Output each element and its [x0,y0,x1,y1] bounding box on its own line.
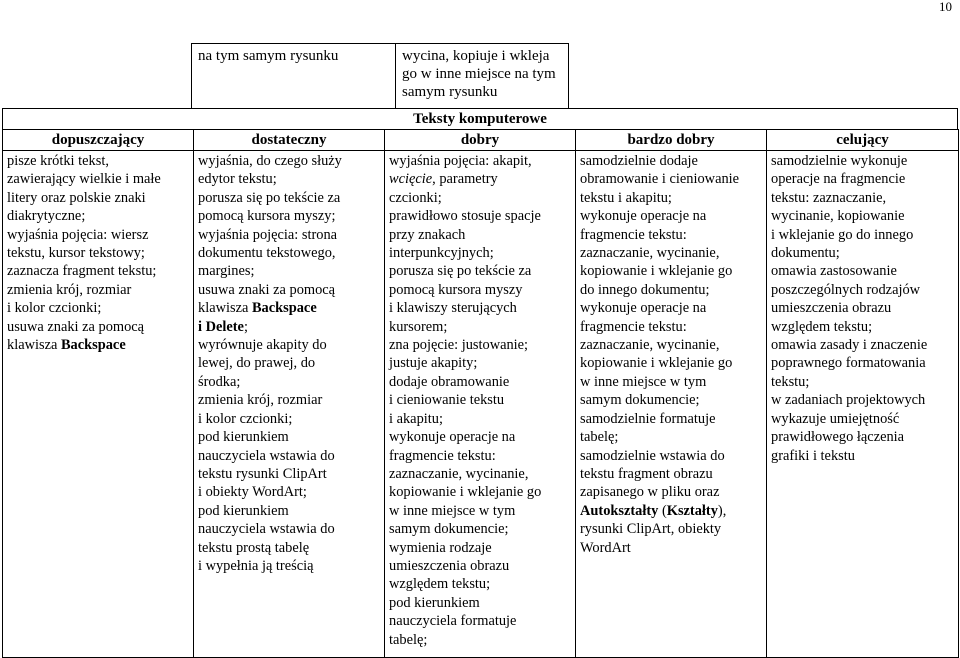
text-line: w inne miejsce w tym [580,373,707,390]
text-line: porusza się po tekście za [389,263,532,280]
text-line: i wklejanie go do innego [771,226,914,243]
text-line: wykonuje operacje na [580,300,707,317]
text-line: samodzielnie dodaje [580,153,698,169]
text-line: pod kierunkiem [198,502,289,519]
text-line: margines; [198,263,255,280]
text-line: środka; [198,373,241,390]
text-line: usuwa znaki za pomocą [7,318,145,335]
text-line: wyjaśnia, do czego służy [198,153,342,169]
continuation-table [191,43,569,109]
text-line: kursorem; [389,318,448,335]
header-row [3,130,959,151]
text-line: wyjaśnia pojęcia: strona [198,226,338,243]
text-line: porusza się po tekście za [198,189,341,206]
text-line: zawierający wielkie i małe [7,171,161,188]
text-fragment: klawisza [198,300,252,317]
text-line: tabelę; [580,429,619,446]
text-fragment: , parametry [432,171,498,188]
text-line: tabelę; [389,631,428,648]
cell-bardzo-dobry [576,151,767,658]
section-title: Teksty komputerowe [2,108,958,129]
text-line: grafiki i tekstu [771,447,855,464]
text-line [198,299,381,317]
text-line: nauczyciela formatuje [389,613,517,630]
text-fragment: klawisza [7,337,61,354]
content-row [3,151,959,658]
text-line: wykazuje umiejętność [771,410,900,427]
text-line: wyjaśnia pojęcia: akapit, [389,153,532,169]
page-number: 10 [939,0,952,14]
text-line: i cieniowanie tekstu [389,392,505,409]
text-line: zna pojęcie: justowanie; [389,337,529,354]
text-line: względem tekstu; [771,318,873,335]
text-line: omawia zasady i znaczenie [771,337,928,354]
text-line: i wypełnia ją treścią [198,557,314,574]
text-line: zaznaczanie, wycinanie, [580,245,720,262]
text-line: zaznacza fragment tekstu; [7,263,157,280]
text-line: poszczególnych rodzajów [771,281,921,298]
requirements-table [2,129,959,658]
text-line: samodzielnie wstawia do [580,447,725,464]
text-line: zaznaczanie, wycinanie, [389,465,529,482]
text-line [198,318,381,336]
text-line: wymienia rodzaje [389,539,492,556]
cell-dostateczny [194,151,385,658]
text-line: usuwa znaki za pomocą [198,281,336,298]
text-line: lewej, do prawej, do [198,355,316,372]
text-line: zaznaczanie, wycinanie, [580,337,720,354]
text-line: zapisanego w pliku oraz [580,484,720,501]
text-line [389,170,572,188]
header-dopuszczajacy: dopuszczający [3,130,194,151]
text-line: kopiowanie i wklejanie go [389,484,542,501]
text-line: samodzielnie wykonuje [771,153,908,169]
text-line: litery oraz polskie znaki [7,189,146,206]
text-line [580,502,763,520]
text-line: poprawnego formatowania [771,355,926,372]
text-line: tekstu rysunki ClipArt [198,465,327,482]
text-line: prawidłowego łączenia [771,429,905,446]
text-line: przy znakach [389,226,466,243]
text-line: nauczyciela wstawia do [198,447,335,464]
header-dostateczny: dostateczny [194,130,385,151]
text-line: tekstu fragment obrazu [580,465,713,482]
header-bardzo-dobry: bardzo dobry [576,130,767,151]
text-line: obramowanie i cieniowanie [580,171,740,188]
text-line: dokumentu tekstowego, [198,245,336,262]
key-name-bold: Backspace [60,337,126,354]
text-fragment: ; [243,318,248,335]
continuation-cell-2 [396,44,569,109]
text-line: wykonuje operacje na [389,429,516,446]
text-line: kopiowanie i wklejanie go [580,355,733,372]
text-line: fragmencie tekstu: [580,226,687,243]
text-line: samym rysunku [402,84,498,100]
text-line: wyrównuje akapity do [198,337,327,354]
text-line: WordArt [580,539,631,556]
text-line: umieszczenia obrazu [389,557,510,574]
text-line: fragmencie tekstu: [580,318,687,335]
text-line: względem tekstu; [389,576,491,593]
text-line: go w inne miejsce na tym [402,66,556,82]
text-line: dodaje obramowanie [389,373,510,390]
text-line: tekstu, kursor tekstowy; [7,245,145,262]
text-line: omawia zastosowanie [771,263,897,280]
text-line: do innego dokumentu; [580,281,710,298]
text-line: nauczyciela wstawia do [198,521,335,538]
text-line: prawidłowo stosuje spacje [389,208,541,225]
text-line: pisze krótki tekst, [7,153,109,169]
text-line: dokumentu; [771,245,840,262]
text-line: kopiowanie i wklejanie go [580,263,733,280]
term-bold: Autokształty [580,502,659,519]
text-line: tekstu i akapitu; [580,189,672,206]
text-line: i obiekty WordArt; [198,484,307,501]
text-line: wycina, kopiuje i wkleja [402,48,550,64]
text-line: i kolor czcionki; [198,410,293,427]
text-line: operacje na fragmencie [771,171,906,188]
text-line: rysunki ClipArt, obiekty [580,521,722,538]
text-fragment: ), [717,502,727,519]
term-bold: Kształty [666,502,718,519]
text-line: samodzielnie formatuje [580,410,716,427]
text-line: justuje akapity; [389,355,478,372]
text-fragment: ( [658,502,667,519]
text-line: zmienia krój, rozmiar [198,392,323,409]
text-line: i kolor czcionki; [7,300,102,317]
text-line: tekstu; [771,373,810,390]
key-name-bold: i Delete [198,318,244,335]
text-line: interpunkcyjnych; [389,245,494,262]
text-line: samym dokumencie; [580,392,700,409]
text-line: zmienia krój, rozmiar [7,281,132,298]
text-line: wycinanie, kopiowanie [771,208,905,225]
header-celujacy: celujący [767,130,959,151]
text-line: diakrytyczne; [7,208,86,225]
text-line: na tym samym rysunku [198,48,339,64]
text-line: czcionki; [389,189,442,206]
text-line: wyjaśnia pojęcia: wiersz [7,226,149,243]
italic-term: wcięcie [389,171,433,188]
text-line: pomocą kursora myszy [389,281,523,298]
text-line: tekstu prostą tabelę [198,539,310,556]
header-dobry: dobry [385,130,576,151]
text-line: samym dokumencie; [389,521,509,538]
text-line: i akapitu; [389,410,443,427]
cell-dopuszczajacy [3,151,194,658]
text-line: edytor tekstu; [198,171,277,188]
continuation-cell-1 [192,44,396,109]
text-line: w inne miejsce w tym [389,502,516,519]
text-line: pomocą kursora myszy; [198,208,336,225]
cell-celujacy [767,151,959,658]
text-line [7,336,190,354]
text-line: tekstu: zaznaczanie, [771,189,887,206]
text-line: pod kierunkiem [198,429,289,446]
text-line: wykonuje operacje na [580,208,707,225]
key-name-bold: Backspace [251,300,317,317]
text-line: pod kierunkiem [389,594,480,611]
cell-dobry [385,151,576,658]
text-line: w zadaniach projektowych [771,392,926,409]
text-line: i klawiszy sterujących [389,300,517,317]
text-line: umieszczenia obrazu [771,300,892,317]
text-line: fragmencie tekstu: [389,447,496,464]
